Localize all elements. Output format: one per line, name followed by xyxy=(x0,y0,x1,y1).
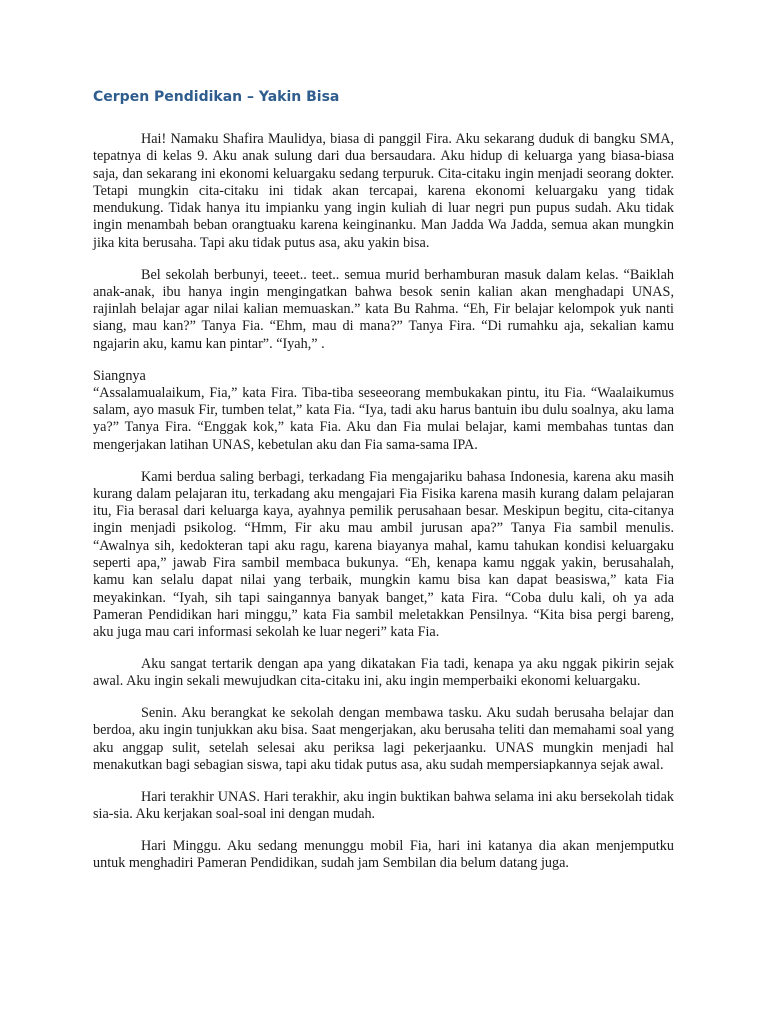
document-title: Cerpen Pendidikan – Yakin Bisa xyxy=(93,89,340,105)
paragraph-intro: Hai! Namaku Shafira Maulidya, biasa di panggil Fira. Aku sekarang duduk di bangku SMA, tepatnya di kelas 9. Aku anak sulung dari dua bersaudara. Aku hidup di keluarga yang biasa-biasa saja, dan sekarang ini ekonomi keluargaku sedang terpuruk. Cita-citaku ingin menjadi seorang dokter. Tetapi mungkin cita-citaku ini tidak akan tercapai, karena ekonomi keluargaku yang tidak mendukung. Tidak hanya itu impianku yang ingin kuliah di luar negri pun pupus sudah. Aku tidak ingin menambah beban orangtuaku karena keinginanku. Man Jadda Wa Jadda, semua akan mungkin jika kita berusaha. Tapi aku tidak putus asa, aku yakin bisa. xyxy=(93,131,674,251)
paragraph-scene-heading: Siangnya xyxy=(93,367,146,384)
paragraph-school-bell: Bel sekolah berbunyi, teeet.. teet.. semua murid berhamburan masuk dalam kelas. “Baiklah anak-anak, ibu hanya ingin mengingatkan bahwa besok senin kalian akan menghadapi UNAS, rajinlah belajar agar nilai kalian memuaskan.” kata Bu Rahma. “Eh, Fir belajar kelompok yuk nanti siang, mau kan?” Tanya Fia. “Ehm, mau di mana?” Tanya Fira. “Di rumahku aja, sekalian kamu ngajarin aku, kamu kan pintar”. “Iyah,” . xyxy=(93,266,674,352)
paragraph-interest: Aku sangat tertarik dengan apa yang dikatakan Fia tadi, kenapa ya aku nggak pikirin sejak awal. Aku ingin sekali mewujudkan cita-citaku ini, aku ingin memperbaiki ekonomi keluargaku. xyxy=(93,656,674,690)
paragraph-sunday: Hari Minggu. Aku sedang menunggu mobil Fia, hari ini katanya dia akan menjemputku untuk menghadiri Pameran Pendidikan, sudah jam Sembilan dia belum datang juga. xyxy=(93,837,674,872)
paragraph-last-day: Hari terakhir UNAS. Hari terakhir, aku ingin buktikan bahwa selama ini aku bersekolah tidak sia-sia. Aku kerjakan soal-soal ini dengan mudah. xyxy=(93,788,674,823)
document-body xyxy=(93,131,674,887)
paragraph-sharing: Kami berdua saling berbagi, terkadang Fia mengajariku bahasa Indonesia, karena aku masih kurang dalam pelajaran itu, terkadang aku mengajari Fia Fisika karena masih kurang dalam pelajaran itu, Fia berasal dari keluarga kaya, ayahnya pemilik perusahaan besar. Meskipun begitu, cita-citanya ingin menjadi psikolog. “Hmm, Fir aku mau ambil jurusan apa?” Tanya Fia sambil menulis. “Awalnya sih, kedokteran tapi aku ragu, karena biayanya mahal, kamu tahukan kondisi keluargaku seperti apa,” jawab Fira sambil membaca bukunya. “Eh, kenapa kamu nggak yakin, berusahalah, kamu kan selalu dapat nilai yang terbaik, mungkin kamu bisa kan dapat beasiswa,” kata Fia meyakinkan. “Iyah, sih tapi saingannya banyak banget,” kata Fira. “Coba dulu kali, oh ya ada Pameran Pendidikan hari minggu,” kata Fia sambil meletakkan Pensilnya. “Kita bisa pergi bareng, aku juga mau cari informasi sekolah ke luar negeri” kata Fia. xyxy=(93,468,674,641)
paragraph-monday-exam: Senin. Aku berangkat ke sekolah dengan membawa tasku. Aku sudah berusaha belajar dan berdoa, aku ingin tunjukkan aku bisa. Saat mengerjakan, aku berusaha teliti dan memahami soal yang aku anggap sulit, setelah selesai aku periksa lagi pekerjaanku. UNAS mungkin menjadi hal menakutkan bagi sebagian siswa, tapi aku tidak putus asa, aku sudah mempersiapkannya sejak awal. xyxy=(93,705,674,773)
paragraph-study-together: “Assalamualaikum, Fia,” kata Fira. Tiba-tiba seseeorang membukakan pintu, itu Fia. “Waalaikumus salam, ayo masuk Fir, tumben telat,” kata Fia. “Iya, tadi aku harus bantuin ibu dulu soalnya, aku lama ya?” Tanya Fira. “Enggak kok,” kata Fia. Aku dan Fia mulai belajar, kami membahas tuntas dan mengerjakan latihan UNAS, kebetulan aku dan Fia sama-sama IPA. xyxy=(93,384,674,453)
